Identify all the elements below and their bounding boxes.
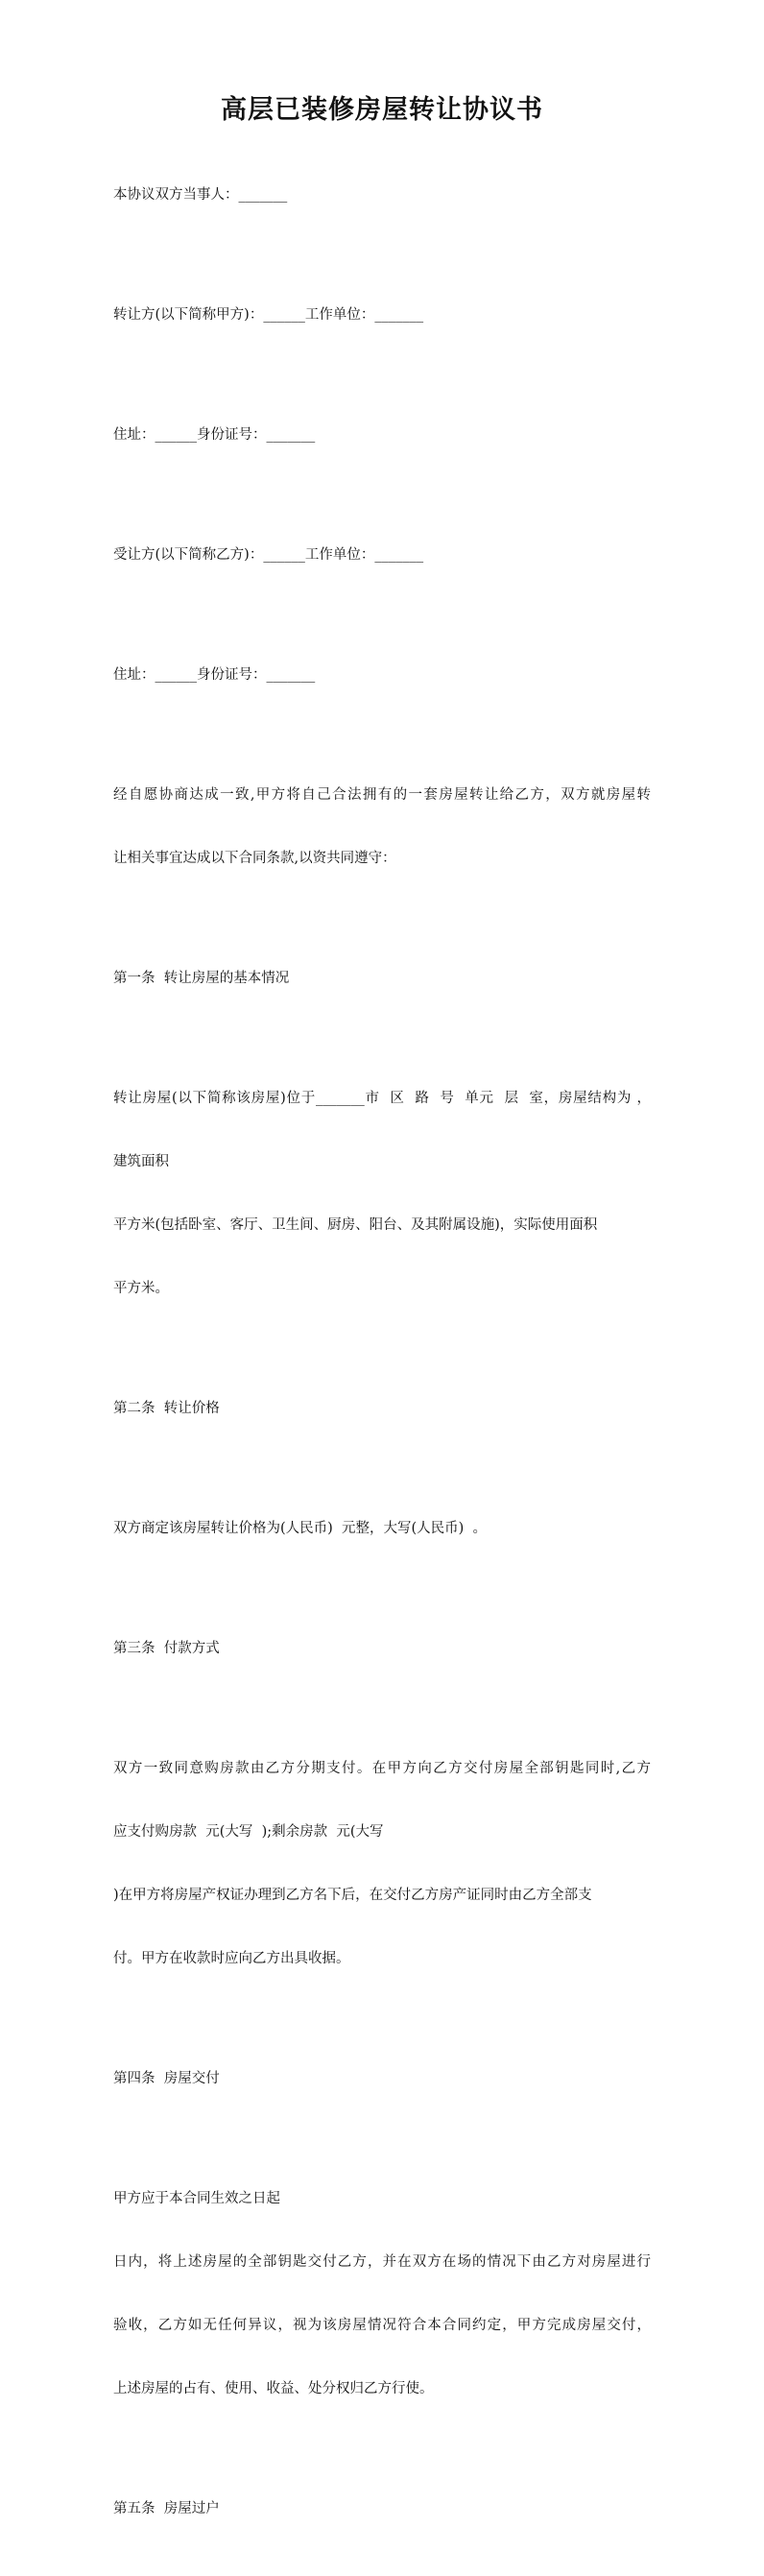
article-1-heading <box>113 926 651 1031</box>
parties-intro <box>113 142 651 248</box>
paragraph-line: 双方一致同意购房款由乙方分期支付。在甲方向乙方交付房屋全部钥匙同时,乙方 <box>113 1761 651 1776</box>
article-4-heading <box>113 2026 651 2131</box>
article-4-body <box>113 2146 651 2442</box>
paragraph-line: 双方商定该房屋转让价格为(人民币) 元整，大写(人民币) 。 <box>113 1521 488 1536</box>
paragraph-line: 上述房屋的占有、使用、收益、处分权归乙方行使。 <box>113 2381 434 2396</box>
transferor-line <box>113 262 651 368</box>
paragraph-line: 应支付购房款 元(大写 );剩余房款 元(大写 <box>113 1824 384 1840</box>
transferee-line <box>113 502 651 608</box>
paragraph-line: 甲方应于本合同生效之日起 <box>113 2191 280 2206</box>
section-heading: 第五条 房屋过户 <box>113 2501 220 2516</box>
paragraph-line: 住址：______身份证号：_______ <box>113 667 316 683</box>
article-5-heading <box>113 2456 651 2562</box>
paragraph-line: 经自愿协商达成一致,甲方将自己合法拥有的一套房屋转让给乙方，双方就房屋转 <box>113 787 651 803</box>
preamble-paragraph <box>113 742 651 911</box>
article-2-heading <box>113 1356 651 1461</box>
section-heading: 第一条 转让房屋的基本情况 <box>113 971 290 986</box>
paragraph-line: 验收，乙方如无任何异议，视为该房屋情况符合本合同约定，甲方完成房屋交付， <box>113 2318 651 2333</box>
paragraph-line: 住址：______身份证号：_______ <box>113 427 316 443</box>
article-3-heading <box>113 1596 651 1701</box>
paragraph-line: 转让方(以下简称甲方)：______工作单位：_______ <box>113 307 424 323</box>
paragraph-line: 本协议双方当事人：_______ <box>113 187 288 203</box>
article-1-body <box>113 1046 651 1341</box>
transferor-address <box>113 382 651 488</box>
paragraph-line: 建筑面积 <box>113 1154 169 1169</box>
paragraph-line: 转让房屋(以下简称该房屋)位于_______市 区 路 号 单元 层 室，房屋结构为 ， <box>113 1091 651 1106</box>
paragraph-line: 付。甲方在收款时应向乙方出具收据。 <box>113 1951 350 1966</box>
transferee-address <box>113 622 651 728</box>
article-3-body <box>113 1716 651 2011</box>
paragraph-line: 受让方(以下简称乙方)：______工作单位：_______ <box>113 547 424 563</box>
paragraph-line: 平方米(包括卧室、客厅、卫生间、厨房、阳台、及其附属设施)，实际使用面积 <box>113 1217 598 1233</box>
paragraph-line: 平方米。 <box>113 1281 169 1296</box>
section-heading: 第二条 转让价格 <box>113 1401 220 1416</box>
paragraph-line: )在甲方将房屋产权证办理到乙方名下后，在交付乙方房产证同时由乙方全部支 <box>113 1888 592 1903</box>
paragraph-line: 让相关事宜达成以下合同条款,以资共同遵守： <box>113 851 396 866</box>
section-heading: 第四条 房屋交付 <box>113 2071 220 2086</box>
article-2-body <box>113 1476 651 1581</box>
section-heading: 第三条 付款方式 <box>113 1641 220 1656</box>
paragraph-line: 日内，将上述房屋的全部钥匙交付乙方，并在双方在场的情况下由乙方对房屋进行 <box>113 2254 651 2270</box>
document-body <box>113 142 651 2576</box>
document-title: 高层已装修房屋转让协议书 <box>221 95 543 125</box>
